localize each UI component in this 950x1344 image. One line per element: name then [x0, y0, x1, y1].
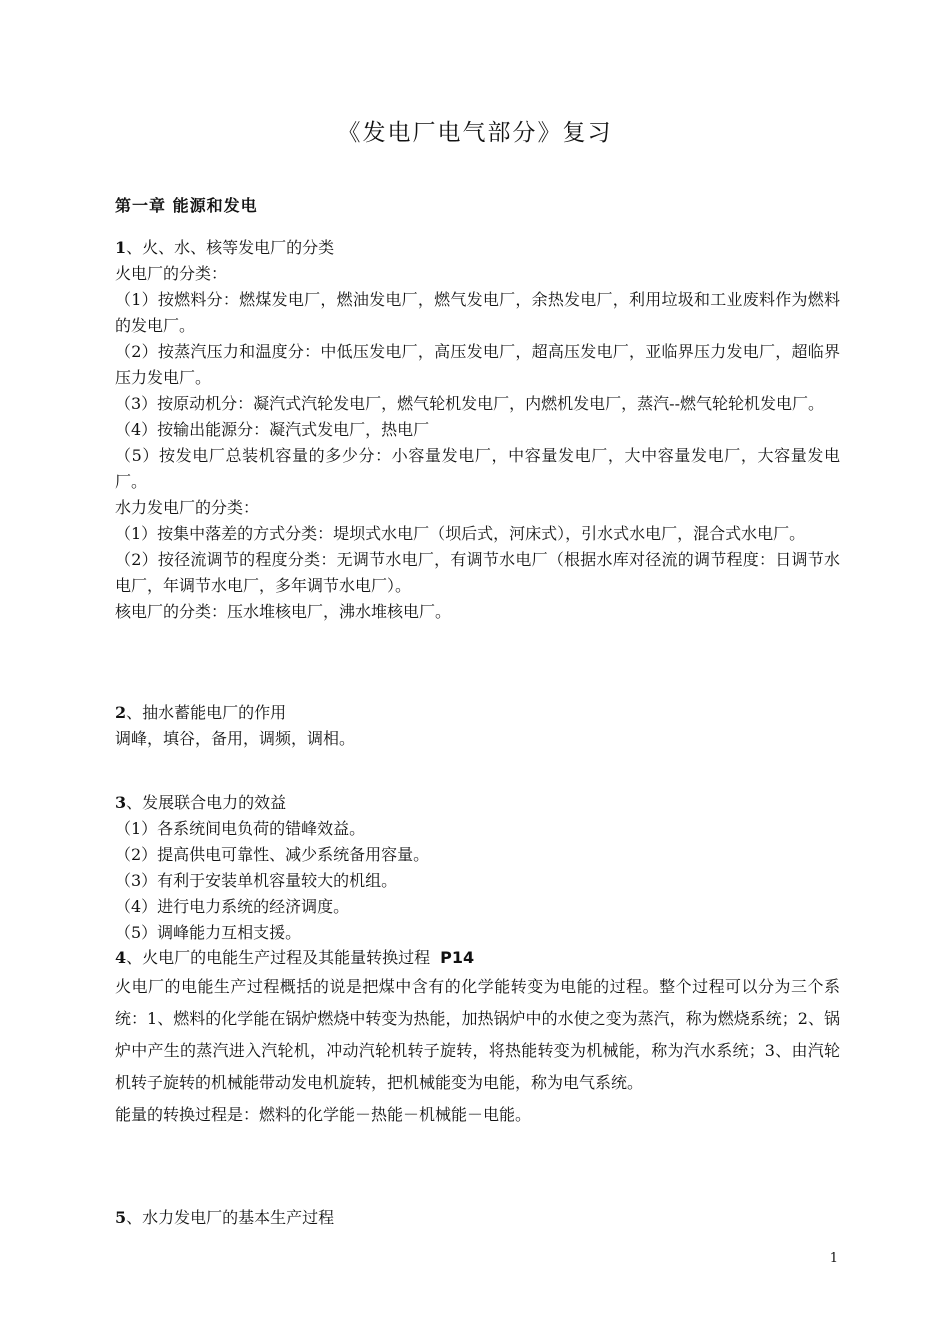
section-2	[115, 700, 840, 752]
fire-item-2: （2）按蒸汽压力和温度分：中低压发电厂，高压发电厂，超高压发电厂，亚临界压力发电厂，超临界压力发电厂。	[115, 342, 840, 387]
section-1-number: 1	[115, 238, 127, 257]
section-2-heading	[115, 700, 840, 726]
page-number: 1	[829, 1251, 838, 1266]
benefit-item-3: （3）有利于安装单机容量较大的机组。	[115, 871, 398, 890]
section-1-heading	[115, 235, 840, 261]
section-4-page-ref: P14	[440, 948, 475, 967]
benefit-item-2: （2）提高供电可靠性、减少系统备用容量。	[115, 845, 430, 864]
energy-conversion-summary: 能量的转换过程是：燃料的化学能－热能－机械能－电能。	[115, 1105, 532, 1124]
water-item-1: （1）按集中落差的方式分类：堤坝式水电厂（坝后式，河床式），引水式水电厂，混合式水电厂。	[115, 524, 806, 543]
section-1	[115, 235, 840, 625]
fire-item-4: （4）按输出能源分：凝汽式发电厂，热电厂	[115, 420, 430, 439]
fire-item-1: （1）按燃料分：燃煤发电厂，燃油发电厂，燃气发电厂，余热发电厂，利用垃圾和工业废料作为燃料的发电厂。	[115, 290, 840, 335]
section-2-number: 2	[115, 703, 127, 722]
benefit-item-4: （4）进行电力系统的经济调度。	[115, 897, 350, 916]
water-plant-label: 水力发电厂的分类：	[115, 498, 260, 517]
section-4	[115, 945, 840, 1131]
section-3-title: 、发展联合电力的效益	[126, 793, 287, 812]
fire-item-3: （3）按原动机分：凝汽式汽轮发电厂，燃气轮机发电厂，内燃机发电厂，蒸汽--燃气轮轮机发电厂。	[115, 394, 824, 413]
section-4-number: 4	[115, 948, 127, 967]
benefit-item-5: （5）调峰能力互相支援。	[115, 923, 302, 942]
benefit-item-1: （1）各系统间电负荷的错峰效益。	[115, 819, 366, 838]
section-4-title: 、火电厂的电能生产过程及其能量转换过程	[126, 948, 431, 967]
section-2-title: 、抽水蓄能电厂的作用	[126, 703, 287, 722]
section-5	[115, 1205, 840, 1231]
section-1-title: 、火、水、核等发电厂的分类	[126, 238, 335, 257]
section-4-heading	[115, 945, 840, 971]
section-5-title: 、水力发电厂的基本生产过程	[126, 1208, 335, 1227]
section-2-body: 调峰，填谷，备用，调频，调相。	[115, 729, 356, 748]
section-3-heading	[115, 790, 840, 816]
section-3	[115, 790, 840, 946]
fire-item-5: （5）按发电厂总装机容量的多少分：小容量发电厂，中容量发电厂，大中容量发电厂，大容量发电厂。	[115, 446, 840, 491]
fire-plant-label: 火电厂的分类：	[115, 264, 228, 283]
section-3-number: 3	[115, 793, 127, 812]
chapter-heading: 第一章 能源和发电	[115, 196, 258, 215]
section-5-heading	[115, 1205, 840, 1231]
nuclear-plant-classification: 核电厂的分类：压水堆核电厂，沸水堆核电厂。	[115, 602, 452, 621]
document-title: 《发电厂电气部分》复习	[337, 120, 613, 146]
water-item-2: （2）按径流调节的程度分类：无调节水电厂，有调节水电厂（根据水库对径流的调节程度：日调节水电厂，年调节水电厂，多年调节水电厂）。	[115, 550, 840, 595]
section-4-body: 火电厂的电能生产过程概括的说是把煤中含有的化学能转变为电能的过程。整个过程可以分为三个系统：1、燃料的化学能在锅炉燃烧中转变为热能，加热锅炉中的水使之变为蒸汽，称为燃烧系统；2、锅炉中产生的蒸汽进入汽轮机，冲动汽轮机转子旋转，将热能转变为机械能，称为汽水系统；3、由汽轮机转子旋转的机械能带动发电机旋转，把机械能变为电能，称为电气系统。	[115, 977, 840, 1092]
section-5-number: 5	[115, 1208, 127, 1227]
